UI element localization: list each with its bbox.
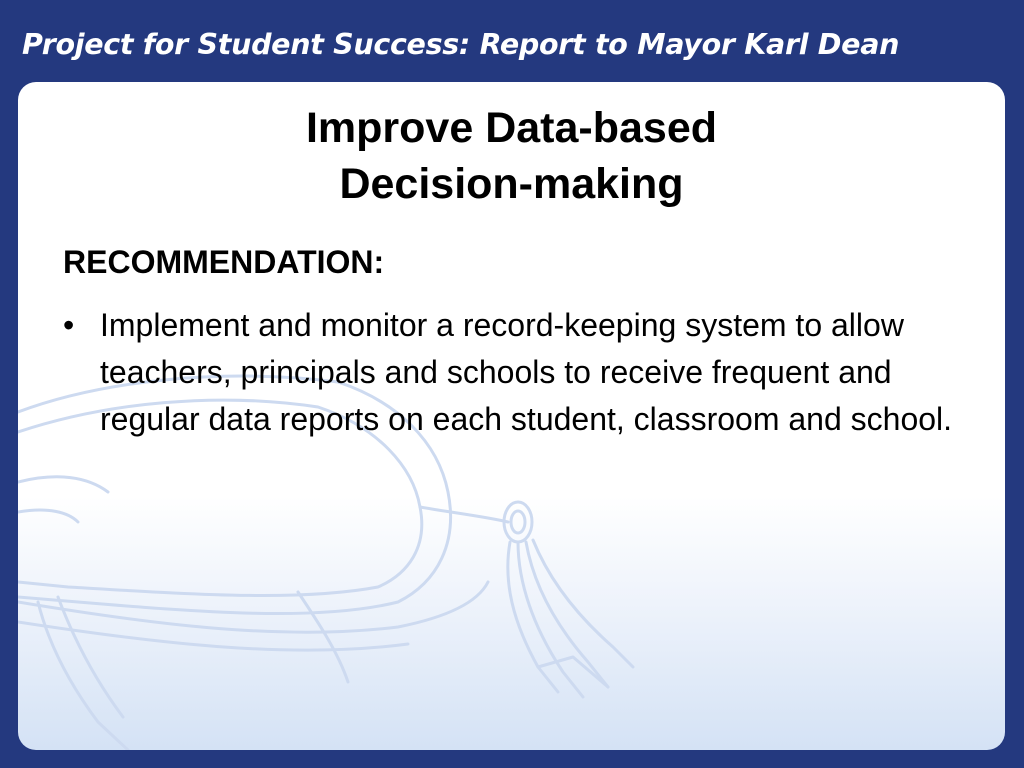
bullet-text: Implement and monitor a record-keeping system to allow teachers, principals and schools to receive frequent and regular data reports on each student, classroom and school.: [100, 307, 953, 437]
header-title: Project for Student Success: Report to Mayor Karl Dean: [22, 28, 900, 61]
content-panel: [18, 82, 1005, 750]
bullet-marker: •: [63, 307, 75, 343]
bullet-item: [63, 302, 963, 443]
slide-title: [18, 100, 1005, 212]
section-label: RECOMMENDATION:: [63, 244, 385, 280]
slide-title-line-2: Decision-making: [339, 160, 684, 208]
slide-title-line-1: Improve Data-based: [305, 104, 718, 152]
